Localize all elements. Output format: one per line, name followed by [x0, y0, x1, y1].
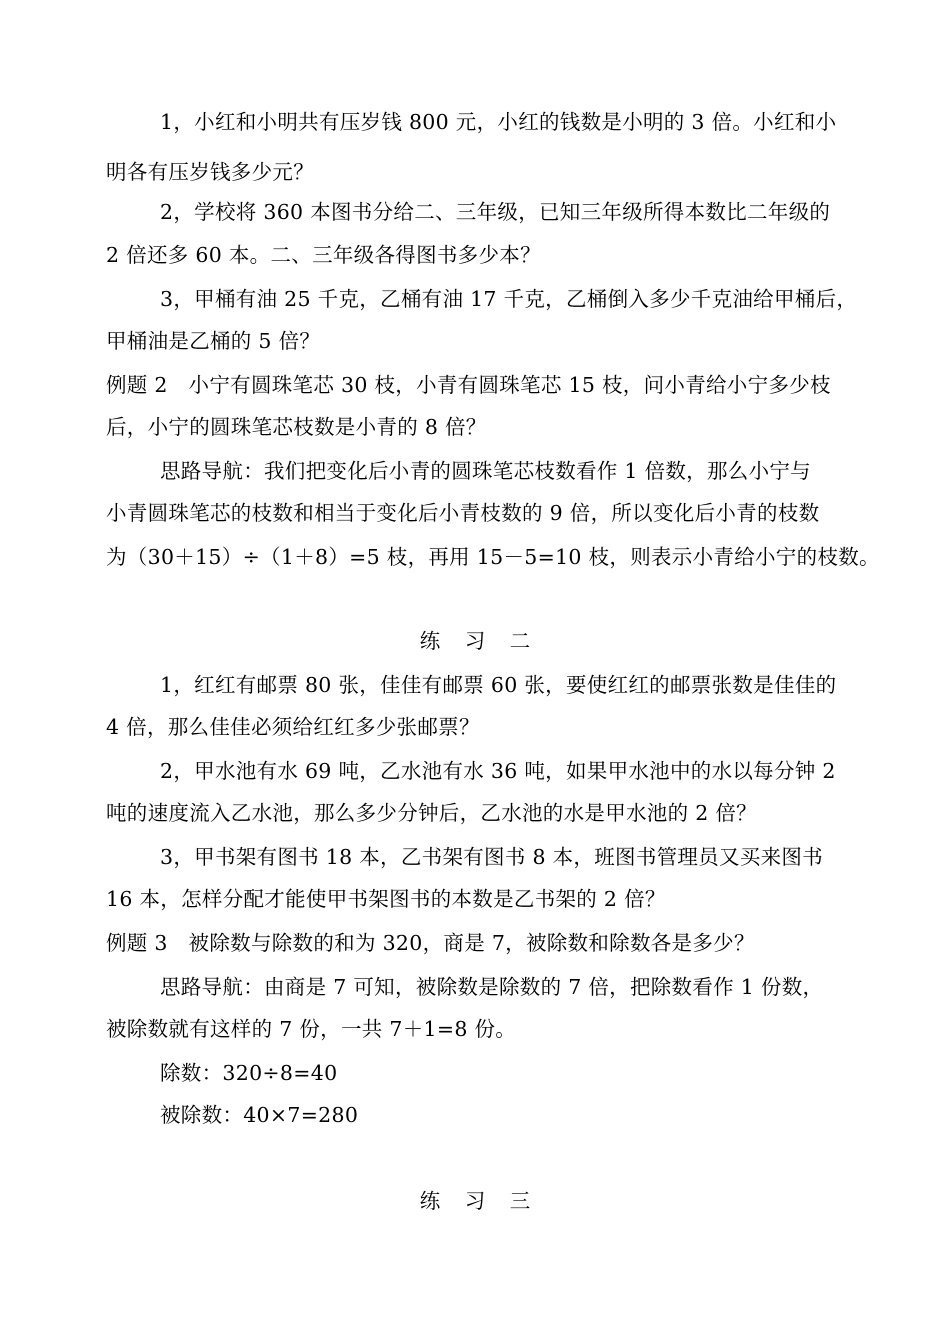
example-3-step-2: 被除数：40×7=280 — [160, 1103, 359, 1127]
exercise-3-heading: 练 习 三 — [419, 1189, 531, 1213]
exercise-2-item-2-line-2: 吨的速度流入乙水池，那么多少分钟后，乙水池的水是甲水池的 2 倍？ — [106, 801, 757, 825]
exercise-2-item-3-line-2: 16 本，怎样分配才能使甲书架图书的本数是乙书架的 2 倍？ — [106, 887, 666, 911]
exercise-2-item-1-line-2: 4 倍，那么佳佳必须给红红多少张邮票？ — [106, 715, 480, 739]
example-2-solution-line-1: 思路导航：我们把变化后小青的圆珠笔芯枝数看作 1 倍数，那么小宁与 — [160, 459, 811, 483]
example-3-step-1: 除数：320÷8=40 — [160, 1061, 338, 1085]
example-3-solution-line-2: 被除数就有这样的 7 份，一共 7＋1=8 份。 — [106, 1017, 517, 1041]
exercise-2-item-1-line-1: 1，红红有邮票 80 张，佳佳有邮票 60 张，要使红红的邮票张数是佳佳的 — [160, 673, 837, 697]
example-2-line-2: 后，小宁的圆珠笔芯枝数是小青的 8 倍？ — [106, 415, 487, 439]
example-2-line-1: 例题 2 小宁有圆珠笔芯 30 枝，小青有圆珠笔芯 15 枝，问小青给小宁多少枝 — [106, 373, 831, 397]
example-2-solution-line-3: 为（30＋15）÷（1＋8）=5 枝，再用 15－5=10 枝，则表示小青给小宁的枝数。 — [106, 545, 880, 569]
example-3-solution-line-1: 思路导航：由商是 7 可知，被除数是除数的 7 倍，把除数看作 1 份数， — [160, 975, 824, 999]
problem-2-line-2: 2 倍还多 60 本。二、三年级各得图书多少本？ — [106, 243, 541, 267]
example-3-line-1: 例题 3 被除数与除数的和为 320，商是 7，被除数和除数各是多少？ — [106, 931, 755, 955]
problem-2-line-1: 2，学校将 360 本图书分给二、三年级，已知三年级所得本数比二年级的 — [160, 200, 831, 224]
problem-1-line-1: 1，小红和小明共有压岁钱 800 元，小红的钱数是小明的 3 倍。小红和小 — [160, 110, 837, 134]
problem-3-line-1: 3，甲桶有油 25 千克，乙桶有油 17 千克，乙桶倒入多少千克油给甲桶后， — [160, 287, 858, 311]
example-2-solution-line-2: 小青圆珠笔芯的枝数和相当于变化后小青枝数的 9 倍，所以变化后小青的枝数 — [106, 501, 820, 525]
exercise-2-item-2-line-1: 2，甲水池有水 69 吨，乙水池有水 36 吨，如果甲水池中的水以每分钟 2 — [160, 759, 836, 783]
problem-3-line-2: 甲桶油是乙桶的 5 倍？ — [106, 329, 321, 353]
problem-1-line-2: 明各有压岁钱多少元？ — [106, 160, 314, 184]
exercise-2-item-3-line-1: 3，甲书架有图书 18 本，乙书架有图书 8 本，班图书管理员又买来图书 — [160, 845, 824, 869]
exercise-2-heading: 练 习 二 — [419, 629, 531, 653]
